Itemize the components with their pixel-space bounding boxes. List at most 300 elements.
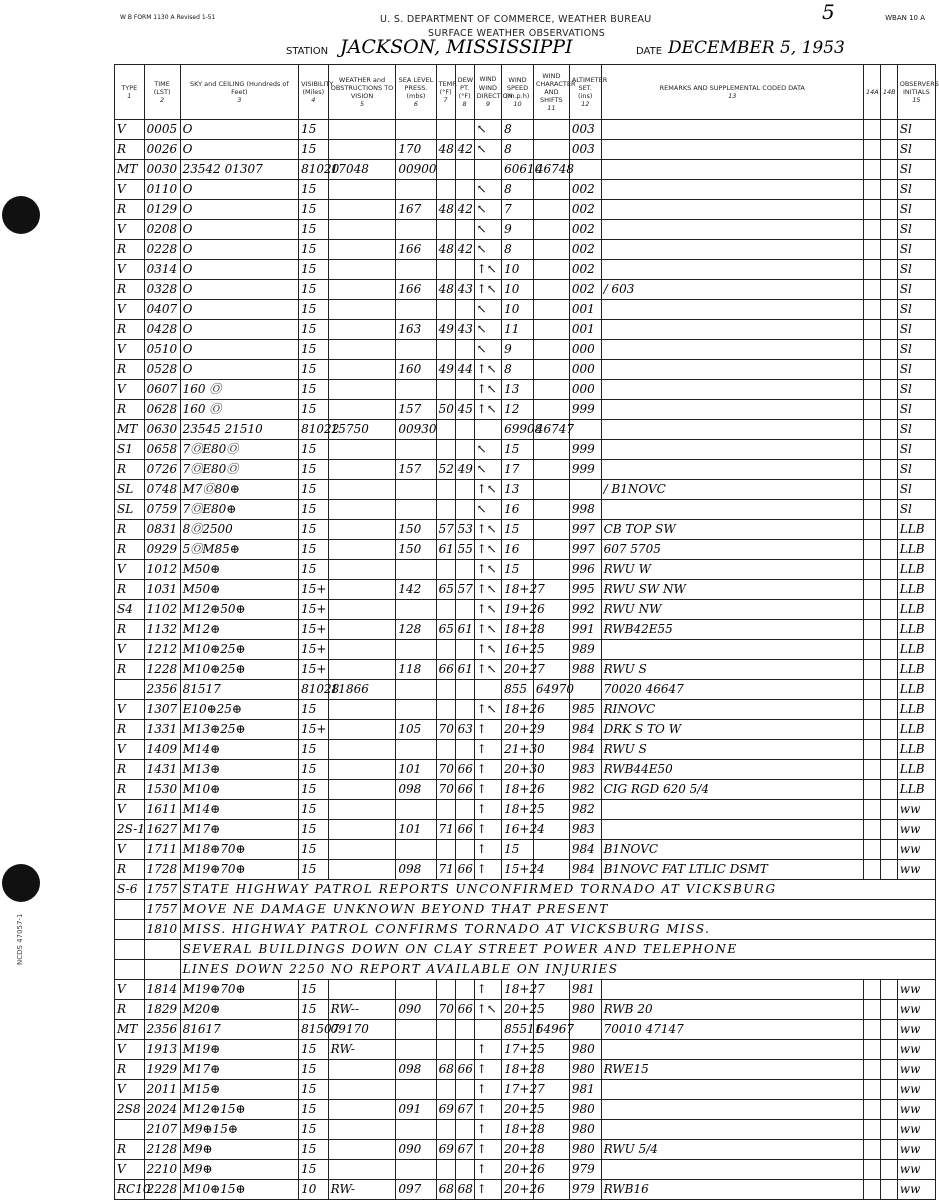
table-cell: Sl (897, 300, 935, 320)
table-cell (863, 540, 880, 560)
table-cell (396, 800, 436, 820)
observation-row (115, 960, 936, 980)
table-cell (436, 700, 455, 720)
table-cell (455, 480, 474, 500)
observation-row (115, 180, 936, 200)
table-cell (328, 860, 396, 880)
column-header-label: VISIBILITY (Miles) (301, 80, 334, 96)
table-cell: SL (115, 500, 145, 520)
remarks-cell (601, 180, 863, 200)
table-cell: LLB (897, 520, 935, 540)
table-cell: 002 (569, 180, 601, 200)
table-cell (863, 1020, 880, 1040)
table-cell (328, 600, 396, 620)
table-cell: 66 (455, 780, 474, 800)
table-cell: ww (897, 1120, 935, 1140)
column-header (569, 65, 608, 120)
table-cell: V (115, 220, 145, 240)
table-cell: 15 (299, 520, 329, 540)
table-cell: V (115, 980, 145, 1000)
column-header-label: SKY and CEILING (Hundreds of Feet) (189, 80, 289, 96)
table-cell (396, 1080, 436, 1100)
page-number: 5 (822, 0, 835, 24)
table-cell: ↖ (474, 140, 502, 160)
table-cell: 15 (299, 200, 329, 220)
table-cell: V (115, 840, 145, 860)
table-cell: 1929 (144, 1060, 180, 1080)
table-cell: 18+27 (502, 980, 534, 1000)
table-cell (880, 740, 897, 760)
table-cell (863, 460, 880, 480)
table-cell: ww (897, 840, 935, 860)
table-cell (436, 600, 455, 620)
table-cell (880, 320, 897, 340)
observation-row (115, 300, 936, 320)
table-cell: R (115, 580, 145, 600)
table-cell (328, 240, 396, 260)
table-cell: 0314 (144, 260, 180, 280)
column-number: 14B (882, 88, 896, 96)
remarks-cell: RWB16 (601, 1180, 863, 1200)
table-cell (436, 800, 455, 820)
observation-row (115, 920, 936, 940)
table-cell: 44 (455, 360, 474, 380)
table-cell (863, 760, 880, 780)
table-cell (328, 380, 396, 400)
observation-row (115, 440, 936, 460)
observation-row (115, 940, 936, 960)
table-cell (533, 200, 569, 220)
table-cell (455, 640, 474, 660)
table-cell: 42 (455, 240, 474, 260)
observation-row (115, 460, 936, 480)
table-cell: 46748 (533, 160, 569, 180)
table-cell (863, 500, 880, 520)
table-cell: 101 (396, 820, 436, 840)
table-cell: MT (115, 1020, 145, 1040)
table-cell: 20+27 (502, 660, 534, 680)
table-cell (863, 560, 880, 580)
table-cell: 163 (396, 320, 436, 340)
table-cell: 985 (569, 700, 601, 720)
remarks-cell: CIG RGD 620 5/4 (601, 780, 863, 800)
table-cell: O (180, 240, 298, 260)
table-cell (863, 320, 880, 340)
table-cell (863, 440, 880, 460)
table-cell (880, 380, 897, 400)
table-cell: 157 (396, 460, 436, 480)
table-cell: ↑ (474, 1120, 502, 1140)
table-cell: 57 (455, 580, 474, 600)
table-cell: 15+ (299, 720, 329, 740)
table-cell (436, 480, 455, 500)
table-cell: 1212 (144, 640, 180, 660)
table-cell: 0748 (144, 480, 180, 500)
table-cell: LLB (897, 720, 935, 740)
observation-row (115, 240, 936, 260)
table-cell (455, 980, 474, 1000)
observation-row (115, 400, 936, 420)
table-cell: ↑ (474, 980, 502, 1000)
table-cell: R (115, 780, 145, 800)
table-cell: 988 (569, 660, 601, 680)
table-cell: 980 (569, 1040, 601, 1060)
table-cell: 49 (436, 320, 455, 340)
table-cell (863, 1000, 880, 1020)
table-cell: 003 (569, 120, 601, 140)
table-cell: 980 (569, 1140, 601, 1160)
table-cell (880, 720, 897, 740)
table-cell: 09170 (328, 1020, 396, 1040)
table-cell: Sl (897, 460, 935, 480)
table-cell (863, 800, 880, 820)
table-cell: 1409 (144, 740, 180, 760)
table-cell (863, 120, 880, 140)
table-cell: 2024 (144, 1100, 180, 1120)
table-cell: 15 (299, 480, 329, 500)
table-cell: M18⊕70⊕ (180, 840, 298, 860)
table-cell (455, 840, 474, 860)
table-cell (396, 1160, 436, 1180)
table-cell: 1757 (144, 880, 180, 900)
table-cell (863, 380, 880, 400)
table-cell: 166 (396, 280, 436, 300)
table-cell (328, 1120, 396, 1140)
observation-row (115, 660, 936, 680)
table-cell (533, 400, 569, 420)
table-cell: 10 (502, 260, 534, 280)
table-cell (863, 260, 880, 280)
table-cell: 71 (436, 860, 455, 880)
table-cell: R (115, 540, 145, 560)
table-cell: 000 (569, 360, 601, 380)
table-cell: ww (897, 980, 935, 1000)
table-cell: 43 (455, 320, 474, 340)
table-cell: V (115, 1040, 145, 1060)
column-number: 13 (728, 92, 737, 100)
table-cell (880, 180, 897, 200)
table-cell: 15 (299, 1160, 329, 1180)
table-cell (328, 480, 396, 500)
table-cell (569, 420, 601, 440)
table-cell: 1307 (144, 700, 180, 720)
column-header-label: WIND CHARACTER AND SHIFTS (535, 72, 576, 104)
table-cell (328, 140, 396, 160)
table-cell (328, 700, 396, 720)
table-cell (396, 480, 436, 500)
table-cell (880, 540, 897, 560)
table-cell (455, 380, 474, 400)
table-cell: 85511 (502, 1020, 534, 1040)
table-cell (455, 600, 474, 620)
column-header (533, 65, 576, 120)
table-cell: 8 (502, 240, 534, 260)
table-cell: 81617 (180, 1020, 298, 1040)
remarks-cell (601, 640, 863, 660)
table-cell: R (115, 460, 145, 480)
table-cell (863, 680, 880, 700)
table-cell (396, 640, 436, 660)
table-cell: ↑↖ (474, 620, 502, 640)
table-cell: 11 (502, 320, 534, 340)
column-number: 15 (912, 96, 921, 104)
table-cell (455, 800, 474, 820)
table-cell (880, 1180, 897, 1200)
table-cell: 50 (436, 400, 455, 420)
table-cell (880, 460, 897, 480)
table-cell (474, 1020, 502, 1040)
table-cell (455, 500, 474, 520)
table-cell: MT (115, 160, 145, 180)
table-cell (328, 300, 396, 320)
table-cell (455, 560, 474, 580)
table-cell (863, 1080, 880, 1100)
table-cell (533, 140, 569, 160)
column-number: 11 (547, 104, 556, 112)
observation-row (115, 160, 936, 180)
table-cell (328, 540, 396, 560)
observation-row (115, 760, 936, 780)
remarks-cell (601, 240, 863, 260)
column-number: 9 (485, 100, 490, 108)
observation-row (115, 740, 936, 760)
table-cell: 0628 (144, 400, 180, 420)
table-cell: 090 (396, 1000, 436, 1020)
table-cell: 21+30 (502, 740, 534, 760)
table-cell (880, 1120, 897, 1140)
table-cell: 64970 (533, 680, 569, 700)
table-cell: E10⊕25⊕ (180, 700, 298, 720)
table-cell: 48 (436, 140, 455, 160)
table-cell: 999 (569, 400, 601, 420)
table-cell: 66 (455, 760, 474, 780)
table-cell (863, 780, 880, 800)
table-cell (455, 420, 474, 440)
table-cell: Sl (897, 280, 935, 300)
table-cell (533, 220, 569, 240)
observation-row (115, 860, 936, 880)
table-cell: 1031 (144, 580, 180, 600)
table-cell (455, 340, 474, 360)
table-cell: 1913 (144, 1040, 180, 1060)
table-cell: 8 (502, 180, 534, 200)
table-cell: 0929 (144, 540, 180, 560)
table-cell: LLB (897, 760, 935, 780)
table-cell (328, 460, 396, 480)
table-cell: R (115, 360, 145, 380)
table-cell (569, 680, 601, 700)
table-cell: 10 (299, 1180, 329, 1200)
table-cell: LLB (897, 740, 935, 760)
table-cell (880, 800, 897, 820)
table-cell: 00930 (396, 420, 436, 440)
table-cell: 15 (502, 840, 534, 860)
table-cell (533, 180, 569, 200)
table-cell (455, 1020, 474, 1040)
table-cell: 13 (502, 380, 534, 400)
remarks-cell (601, 360, 863, 380)
table-cell: ↑↖ (474, 560, 502, 580)
table-cell: 118 (396, 660, 436, 680)
table-cell: R (115, 520, 145, 540)
table-cell: 0630 (144, 420, 180, 440)
table-cell: 63 (455, 720, 474, 740)
table-cell: R (115, 240, 145, 260)
table-cell (533, 120, 569, 140)
column-number: 10 (513, 100, 522, 108)
table-cell: 15+ (299, 580, 329, 600)
table-cell: 70 (436, 780, 455, 800)
table-cell (880, 1140, 897, 1160)
table-cell: 69908 (502, 420, 534, 440)
table-cell (455, 680, 474, 700)
table-cell: Sl (897, 160, 935, 180)
table-cell (436, 640, 455, 660)
table-cell: 0005 (144, 120, 180, 140)
table-cell: 5ⓄM85⊕ (180, 540, 298, 560)
table-cell: R (115, 140, 145, 160)
table-cell: Sl (897, 200, 935, 220)
table-cell (396, 300, 436, 320)
table-cell (144, 940, 180, 960)
table-cell (880, 840, 897, 860)
table-cell (863, 240, 880, 260)
table-cell: 2107 (144, 1120, 180, 1140)
table-cell: M9⊕ (180, 1140, 298, 1160)
table-cell: Sl (897, 140, 935, 160)
table-cell: V (115, 180, 145, 200)
table-cell: M12⊕15⊕ (180, 1100, 298, 1120)
column-header (115, 65, 145, 120)
observation-row (115, 560, 936, 580)
table-cell: 984 (569, 840, 601, 860)
table-cell (533, 440, 569, 460)
table-cell (880, 1060, 897, 1080)
column-header-label: SEA LEVEL PRESS. (mbs) (398, 76, 434, 100)
observation-table (114, 64, 939, 1200)
table-cell: 15 (299, 320, 329, 340)
table-cell (328, 280, 396, 300)
table-cell: ↑↖ (474, 360, 502, 380)
table-cell (863, 860, 880, 880)
table-cell (455, 1120, 474, 1140)
table-cell: 15 (299, 300, 329, 320)
table-cell: 15 (299, 460, 329, 480)
table-cell: S1 (115, 440, 145, 460)
table-cell (880, 360, 897, 380)
table-cell (436, 1020, 455, 1040)
table-cell: 15 (299, 500, 329, 520)
table-cell: V (115, 300, 145, 320)
table-cell: Sl (897, 400, 935, 420)
table-cell (396, 700, 436, 720)
table-cell (328, 440, 396, 460)
table-cell (436, 1080, 455, 1100)
table-cell (863, 200, 880, 220)
table-cell: 101 (396, 760, 436, 780)
table-cell (533, 480, 569, 500)
observation-row (115, 620, 936, 640)
table-cell: ↑ (474, 1100, 502, 1120)
table-cell: 1228 (144, 660, 180, 680)
table-cell: 15+ (299, 620, 329, 640)
table-cell (863, 640, 880, 660)
table-cell: 1627 (144, 820, 180, 840)
table-cell: 002 (569, 280, 601, 300)
table-cell: ↖ (474, 200, 502, 220)
table-cell: 61 (436, 540, 455, 560)
table-cell: 00900 (396, 160, 436, 180)
table-cell: S-6 (115, 880, 145, 900)
table-cell: 2011 (144, 1080, 180, 1100)
table-cell (533, 500, 569, 520)
table-cell (880, 700, 897, 720)
remarks-cell: RWU S (601, 740, 863, 760)
table-cell: ww (897, 1100, 935, 1120)
table-cell: 18+28 (502, 1120, 534, 1140)
table-cell: M13⊕ (180, 760, 298, 780)
remarks-cell (601, 440, 863, 460)
form-title: SURFACE WEATHER OBSERVATIONS (428, 28, 606, 39)
table-cell: 66 (436, 660, 455, 680)
table-cell: 098 (396, 780, 436, 800)
remarks-cell: RWE15 (601, 1060, 863, 1080)
table-cell: Sl (897, 480, 935, 500)
table-cell (880, 680, 897, 700)
observation-row (115, 880, 936, 900)
table-cell: 15+ (299, 660, 329, 680)
table-cell (115, 940, 145, 960)
table-cell (880, 1080, 897, 1100)
table-cell: O (180, 140, 298, 160)
table-cell: 0407 (144, 300, 180, 320)
table-cell: ↑↖ (474, 600, 502, 620)
column-header (144, 65, 180, 120)
table-cell: 15 (299, 800, 329, 820)
table-cell: M50⊕ (180, 560, 298, 580)
table-cell: M19⊕70⊕ (180, 980, 298, 1000)
table-cell: Sl (897, 420, 935, 440)
table-cell (533, 520, 569, 540)
remarks-cell: / B1NOVC (601, 480, 863, 500)
table-cell: 0726 (144, 460, 180, 480)
table-cell (533, 380, 569, 400)
table-cell: 70 (436, 760, 455, 780)
table-cell (880, 420, 897, 440)
table-cell: 980 (569, 1100, 601, 1120)
table-cell: 18+27 (502, 580, 534, 600)
table-cell (533, 280, 569, 300)
table-cell: 15 (299, 560, 329, 580)
table-cell (396, 260, 436, 280)
table-cell (396, 600, 436, 620)
table-cell: ↑ (474, 1080, 502, 1100)
table-cell (328, 200, 396, 220)
table-cell (328, 1100, 396, 1120)
table-cell (880, 760, 897, 780)
table-cell: 18+28 (502, 1060, 534, 1080)
station-value: JACKSON, MISSISSIPPI (340, 36, 573, 58)
table-cell: 982 (569, 780, 601, 800)
table-cell (396, 1040, 436, 1060)
table-cell (569, 160, 601, 180)
table-cell (533, 460, 569, 480)
table-cell: O (180, 320, 298, 340)
table-cell: 15 (299, 760, 329, 780)
table-cell: ↑ (474, 740, 502, 760)
table-cell: ↑ (474, 860, 502, 880)
table-cell (396, 220, 436, 240)
